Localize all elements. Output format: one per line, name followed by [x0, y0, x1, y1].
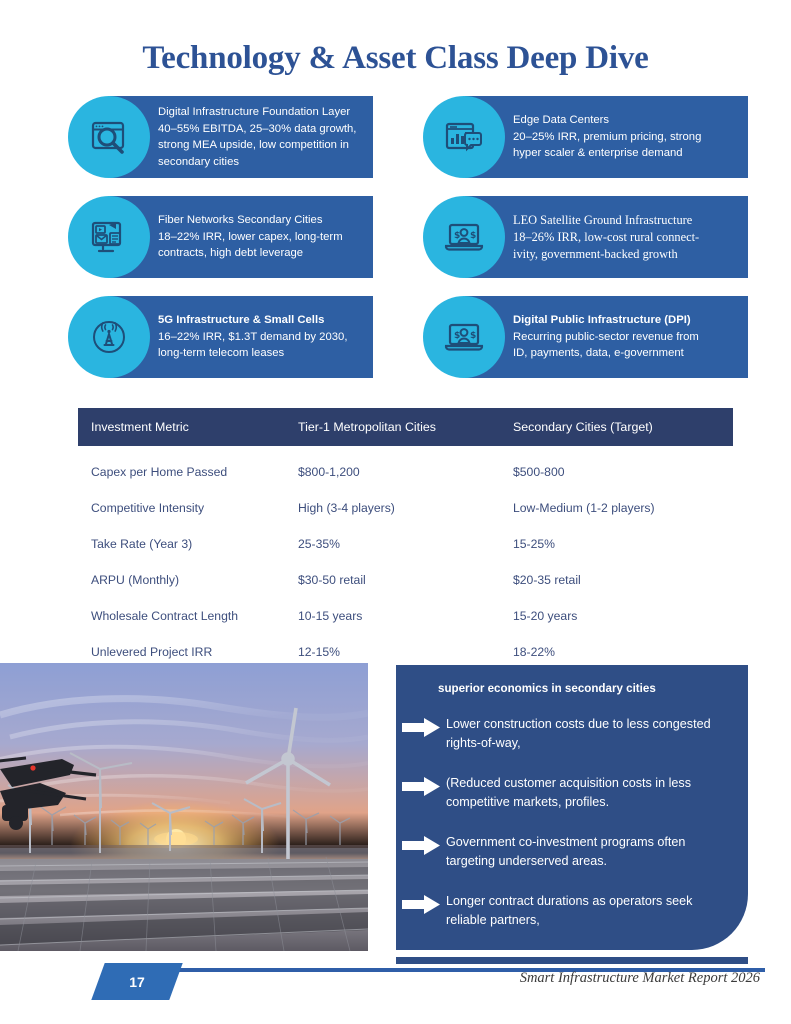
card-line: 18–26% IRR, low-cost rural connect-	[513, 229, 700, 244]
card-line: Fiber Networks Secondary Cities	[158, 214, 323, 227]
panel-bullet-list	[396, 715, 748, 951]
svg-text:$: $	[454, 231, 461, 241]
footer-accent-bar	[396, 957, 748, 964]
table-cell-metric: ARPU (Monthly)	[91, 573, 180, 587]
card-text	[158, 96, 365, 178]
table-cell-tier1: 12-15%	[298, 645, 341, 659]
wind-farm-sunset-photo	[0, 663, 368, 951]
svg-text:$: $	[454, 331, 461, 341]
card-line: ivity, government-backed growth	[513, 246, 678, 261]
table-row	[78, 454, 733, 490]
table-row	[78, 526, 733, 562]
card-line: Edge Data Centers	[513, 114, 610, 127]
table-cell-metric: Competitive Intensity	[91, 501, 205, 515]
arrow-right-icon	[402, 777, 440, 796]
table-cell-secondary: $500-800	[513, 465, 565, 479]
list-item	[396, 892, 748, 938]
card-text	[513, 196, 740, 278]
card-row	[68, 296, 748, 396]
table-header-row	[78, 408, 733, 446]
laptop-user-money-icon	[423, 296, 505, 378]
laptop-user-money-icon	[423, 196, 505, 278]
card-edge-data-centers[interactable]	[423, 96, 748, 178]
card-row	[68, 96, 748, 196]
table-cell-secondary: Low-Medium (1-2 players)	[513, 501, 655, 515]
cell-tower-icon	[68, 296, 150, 378]
card-text	[158, 296, 365, 378]
card-line: secondary cities	[158, 155, 239, 168]
monitor-media-icon	[68, 196, 150, 278]
table-cell-secondary: 15-20 years	[513, 609, 578, 623]
page-title: Technology & Asset Class Deep Dive	[142, 40, 649, 76]
card-text	[513, 96, 740, 178]
table-cell-secondary: $20-35 retail	[513, 573, 581, 587]
table-row	[78, 598, 733, 634]
card-line: Digital Public Infrastructure (DPI)	[513, 314, 691, 327]
table-cell-secondary: 18-22%	[513, 645, 556, 659]
table-cell-metric: Capex per Home Passed	[91, 465, 228, 479]
table-header-cell: Secondary Cities (Target)	[513, 420, 653, 434]
card-line: strong MEA upside, low competition in	[158, 139, 349, 151]
card-line: ID, payments, data, e-government	[513, 347, 684, 360]
card-line: Recurring public-sector revenue from	[513, 330, 699, 343]
table-cell-metric: Wholesale Contract Length	[91, 609, 239, 623]
card-fiber-networks-secondary-cities[interactable]	[68, 196, 373, 278]
card-line: 18–22% IRR, lower capex, long-term	[158, 230, 343, 243]
list-item-text: Lower construction costs due to less congested rights-of-way,	[446, 717, 711, 750]
page-number: 17	[129, 973, 145, 990]
browser-search-icon	[68, 96, 150, 178]
list-item-text: Government co-investment programs often targeting underserved areas.	[446, 835, 686, 868]
card-line: 16–22% IRR, $1.3T demand by 2030,	[158, 330, 348, 343]
asset-class-cards	[68, 96, 748, 396]
arrow-right-icon	[402, 718, 440, 737]
card-leo-satellite-ground-infrastructure[interactable]	[423, 196, 748, 278]
card-line: hyper scaler & enterprise demand	[513, 147, 683, 160]
table-cell-tier1: $800-1,200	[298, 465, 360, 479]
table-cell-tier1: High (3-4 players)	[298, 501, 395, 515]
card-line: long-term telecom leases	[158, 347, 285, 360]
card-5g-infrastructure-small-cells[interactable]	[68, 296, 373, 378]
panel-title: superior economics in secondary cities	[438, 682, 656, 695]
card-line: 5G Infrastructure & Small Cells	[158, 314, 325, 327]
table-header-cell: Tier-1 Metropolitan Cities	[298, 420, 436, 434]
table-cell-metric: Take Rate (Year 3)	[91, 537, 193, 551]
secondary-cities-advantages-panel	[396, 665, 748, 950]
svg-text:$: $	[470, 231, 477, 241]
table-header-cell: Investment Metric	[91, 420, 189, 434]
table-cell-tier1: $30-50 retail	[298, 573, 366, 587]
investment-metrics-table	[78, 408, 733, 670]
table-cell-tier1: 25-35%	[298, 537, 341, 551]
list-item	[396, 833, 748, 879]
card-digital-public-infrastructure[interactable]	[423, 296, 748, 378]
arrow-right-icon	[402, 895, 440, 914]
list-item	[396, 774, 748, 820]
table-cell-tier1: 10-15 years	[298, 609, 363, 623]
card-row	[68, 196, 748, 296]
arrow-right-icon	[402, 836, 440, 855]
table-row	[78, 490, 733, 526]
dashboard-chat-icon	[423, 96, 505, 178]
list-item-text: Longer contract durations as operators seek reliable partners,	[446, 894, 693, 927]
card-line: LEO Satellite Ground Infrastructure	[513, 212, 693, 227]
footer-report-title: Smart Infrastructure Market Report 2026	[519, 970, 760, 986]
card-line: 40–55% EBITDA, 25–30% data growth,	[158, 122, 357, 135]
table-row	[78, 562, 733, 598]
card-text	[513, 296, 740, 378]
card-line: Digital Infrastructure Foundation Layer	[158, 106, 351, 118]
list-item	[396, 715, 748, 761]
svg-text:$: $	[470, 331, 477, 341]
card-digital-infrastructure-foundation-layer[interactable]	[68, 96, 373, 178]
card-line: 20–25% IRR, premium pricing, strong	[513, 130, 702, 143]
card-line: contracts, high debt leverage	[158, 247, 304, 260]
table-cell-metric: Unlevered Project IRR	[91, 645, 213, 659]
table-cell-secondary: 15-25%	[513, 537, 556, 551]
list-item-text: (Reduced customer acquisition costs in less competitive markets, profiles.	[446, 776, 691, 809]
card-text	[158, 196, 365, 278]
